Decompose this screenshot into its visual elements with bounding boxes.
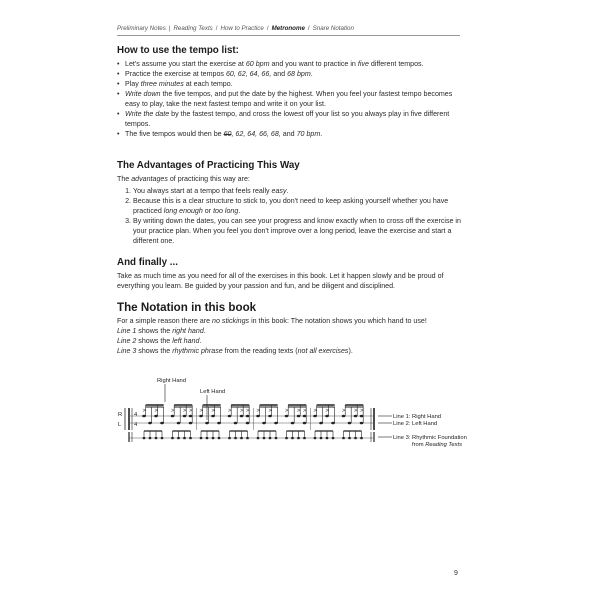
notation-line-intro: For a simple reason there are no stickings in this book: The notation shows you which hand to use!: [117, 317, 427, 325]
legend-line-1: Line 1: Right Hand: [393, 414, 442, 420]
finally-heading: And finally ...: [117, 257, 178, 268]
advantages-heading: The Advantages of Practicing This Way: [117, 160, 300, 171]
right-hand-note: [189, 415, 193, 418]
breadcrumb-snare-notation: Snare Notation: [312, 25, 354, 32]
rhythm-note-head: [171, 437, 173, 439]
right-hand-note: [240, 415, 244, 418]
rhythm-note-head: [206, 437, 208, 439]
accent-mark: >: [142, 408, 146, 414]
right-hand-note: [256, 415, 260, 418]
rhythm-note-head: [291, 437, 293, 439]
rhythm-note-head: [200, 437, 202, 439]
right-hand-note: [211, 415, 215, 418]
right-hand-note: [171, 415, 175, 418]
rhythm-note-head: [297, 437, 299, 439]
rhythm-note-head: [360, 437, 362, 439]
accent-mark: >: [313, 408, 317, 414]
left-hand-note: [205, 422, 209, 425]
right-hand-note: [183, 415, 187, 418]
right-hand-note: [268, 415, 272, 418]
tempo-bullet-list: [117, 59, 462, 139]
right-hand-note: [199, 415, 203, 418]
rhythm-note-head: [189, 437, 191, 439]
accent-mark: >: [256, 408, 260, 414]
tempo-list-heading: How to use the tempo list:: [117, 45, 239, 56]
list-item: • The five tempos would then be 60, 62, 64, 66, 68, and 70 bpm.: [125, 129, 462, 139]
accent-mark: >: [297, 408, 301, 414]
time-signature-bottom: 4: [134, 422, 138, 428]
list-item: 3. By writing down the dates, you can see your progress and know exactly when to cross off the exercise in your practice plan. When you feel you don't improve over a long period, leave the exercise and start a different one.: [133, 216, 462, 246]
rhythm-note-head: [234, 437, 236, 439]
accent-mark: >: [240, 408, 244, 414]
running-head: [117, 25, 460, 36]
accent-mark: >: [325, 408, 329, 414]
right-hand-note: [142, 415, 146, 418]
accent-mark: >: [360, 408, 364, 414]
rhythm-note-head: [303, 437, 305, 439]
advantages-intro: The advantages of practicing this way are:: [117, 175, 250, 183]
right-hand-note: [342, 415, 346, 418]
legend-line-3: Line 3: Rhythmic Foundation: [393, 435, 467, 441]
rhythm-note-head: [342, 437, 344, 439]
accent-mark: >: [246, 408, 250, 414]
right-hand-note: [154, 415, 158, 418]
breadcrumb-reading-texts: Reading Texts: [173, 25, 213, 32]
list-item: • Play three minutes at each tempo.: [125, 79, 462, 89]
right-hand-note: [285, 415, 289, 418]
accent-mark: >: [268, 408, 272, 414]
rhythm-note-head: [212, 437, 214, 439]
right-hand-note: [246, 415, 250, 418]
rhythm-note-head: [269, 437, 271, 439]
left-hand-note: [177, 422, 181, 425]
left-hand-note: [262, 422, 266, 425]
accent-mark: >: [342, 408, 346, 414]
rhythm-note-head: [263, 437, 265, 439]
rhythm-note-head: [257, 437, 259, 439]
list-item: • Let's assume you start the exercise at 60 bpm and you want to practice in five different tempos.: [125, 59, 462, 69]
accent-mark: >: [354, 408, 358, 414]
notation-figure: [110, 372, 470, 482]
breadcrumb-how-to-practice: How to Practice: [220, 25, 264, 32]
right-hand-note: [313, 415, 317, 418]
breadcrumb-separator: /: [307, 25, 310, 32]
rhythm-note-head: [177, 437, 179, 439]
right-hand-label: Right Hand: [157, 378, 187, 384]
rhythm-note-head: [246, 437, 248, 439]
rhythm-note-head: [348, 437, 350, 439]
left-hand-note: [360, 422, 364, 425]
rhythm-note-head: [228, 437, 230, 439]
rhythm-note-head: [320, 437, 322, 439]
right-hand-note: [297, 415, 301, 418]
breadcrumb-metronome-current: Metronome: [271, 25, 305, 32]
breadcrumb-separator: |: [168, 25, 171, 32]
breadcrumb-separator: /: [266, 25, 269, 32]
rhythm-note-head: [354, 437, 356, 439]
rhythm-note-head: [314, 437, 316, 439]
note-group: [142, 405, 364, 439]
list-item: 1. You always start at a tempo that feels really easy.: [133, 186, 462, 196]
notation-line-1: Line 1 shows the right hand.: [117, 327, 206, 335]
right-hand-note: [325, 415, 329, 418]
breadcrumb-separator: /: [215, 25, 218, 32]
accent-mark: >: [183, 408, 187, 414]
left-hand-note: [246, 422, 250, 425]
time-signature-top: 4: [134, 412, 138, 418]
left-hand-note: [291, 422, 295, 425]
accent-mark: >: [171, 408, 175, 414]
accent-mark: >: [285, 408, 289, 414]
legend-line-4: from Reading Texts: [412, 442, 463, 448]
right-hand-note: [303, 415, 307, 418]
left-hand-note: [348, 422, 352, 425]
left-hand-note: [148, 422, 152, 425]
left-hand-label: Left Hand: [200, 389, 226, 395]
left-hand-note: [234, 422, 238, 425]
accent-mark: >: [303, 408, 307, 414]
left-hand-note: [189, 422, 193, 425]
legend-line-2: Line 2: Left Hand: [393, 421, 438, 427]
left-hand-note: [331, 422, 335, 425]
left-hand-note: [217, 422, 221, 425]
left-hand-note: [274, 422, 278, 425]
struck-tempo: 60: [223, 130, 232, 138]
rhythm-note-head: [332, 437, 334, 439]
rhythm-note-head: [326, 437, 328, 439]
page-content: [117, 40, 462, 356]
rhythm-note-head: [275, 437, 277, 439]
rhythm-note-head: [155, 437, 157, 439]
list-item: • Practice the exercise at tempos 60, 62, 64, 66, and 68 bpm.: [125, 69, 462, 79]
rhythm-note-head: [143, 437, 145, 439]
rhythm-note-head: [149, 437, 151, 439]
breadcrumb-preliminary-notes: Preliminary Notes: [117, 25, 166, 32]
finally-paragraph: Take as much time as you need for all of the exercises in this book. Let it happen slowly and be proud of everything you learn. Be guided by your passion and fun, and be diligent and disciplined.: [117, 272, 444, 290]
rhythm-note-head: [240, 437, 242, 439]
advantages-list: [117, 186, 462, 246]
accent-mark: >: [189, 408, 193, 414]
accent-mark: >: [199, 408, 203, 414]
left-hand-note: [160, 422, 164, 425]
accent-mark: >: [211, 408, 215, 414]
notation-line-2: Line 2 shows the left hand.: [117, 337, 202, 345]
left-hand-note: [319, 422, 323, 425]
staff-letter-l: L: [118, 422, 122, 428]
notation-line-3: Line 3 shows the rhythmic phrase from the reading texts (not all exercises).: [117, 347, 353, 355]
rhythm-note-head: [161, 437, 163, 439]
drum-notation-svg: [110, 372, 470, 482]
rhythm-note-head: [285, 437, 287, 439]
left-hand-note: [303, 422, 307, 425]
accent-mark: >: [228, 408, 232, 414]
rhythm-note-head: [218, 437, 220, 439]
staff-letter-r: R: [118, 412, 123, 418]
right-hand-note: [228, 415, 232, 418]
page-number: 9: [454, 570, 458, 577]
list-item: • Write the date by the fastest tempo, and cross the lowest off your list so you always play in five different tempos.: [125, 109, 462, 129]
notation-heading: The Notation in this book: [117, 301, 257, 314]
accent-mark: >: [154, 408, 158, 414]
right-hand-note: [354, 415, 358, 418]
list-item: 2. Because this is a clear structure to stick to, you don't need to keep asking yourself whether you have practiced long enough or too long.: [133, 196, 462, 216]
list-item: • Write down the five tempos, and put the date by the highest. When you feel your fastest tempo becomes easy to play, take the next fastest tempo and write it on your list.: [125, 89, 462, 109]
right-hand-note: [360, 415, 364, 418]
rhythm-note-head: [183, 437, 185, 439]
